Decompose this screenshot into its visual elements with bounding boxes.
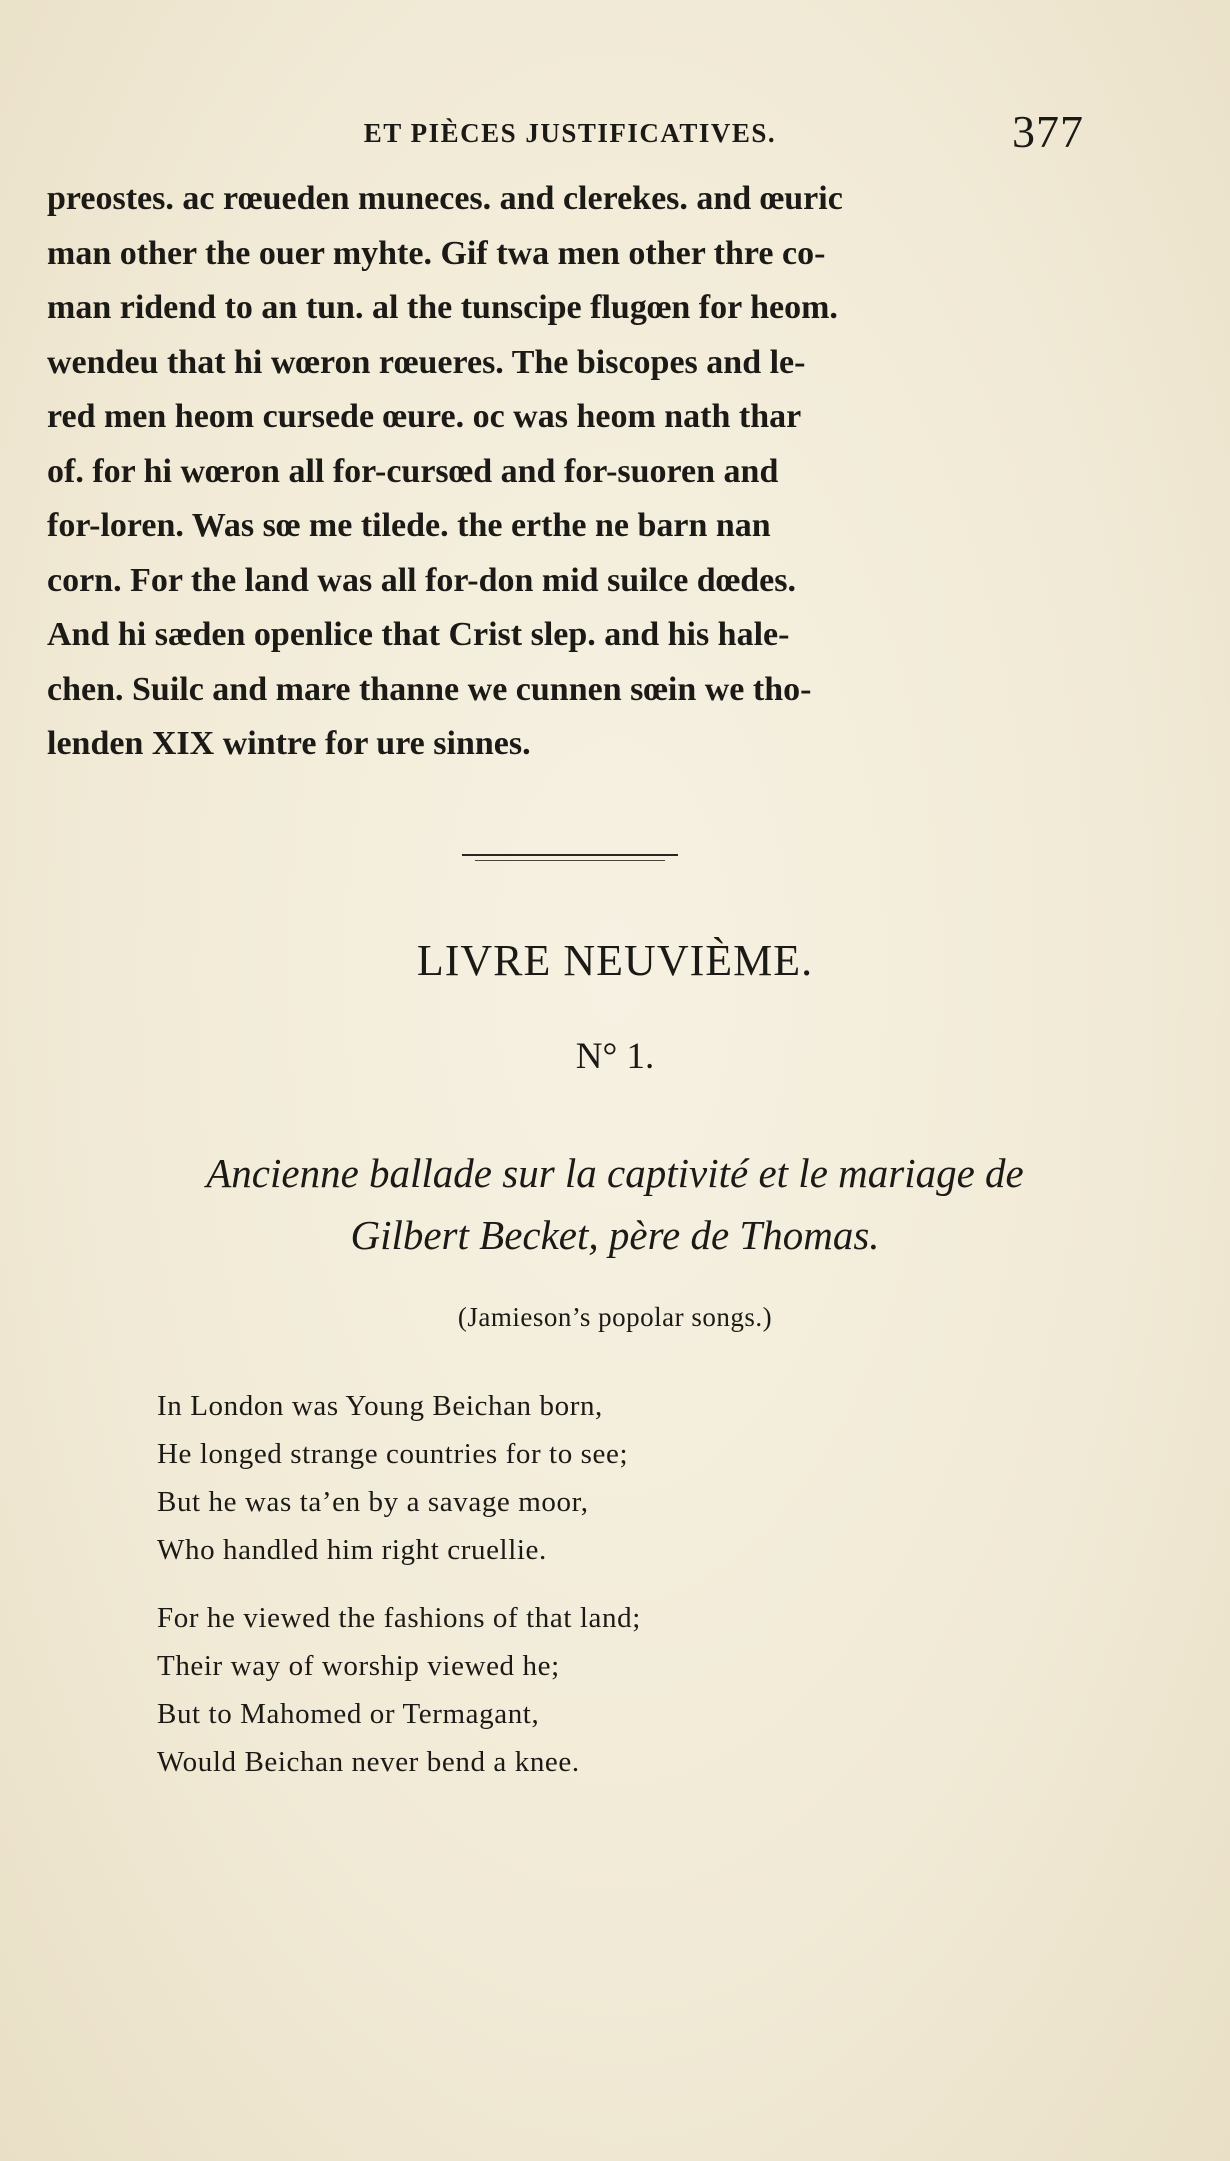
prose-line: corn. For the land was all for-don mid suilce dœdes. <box>47 561 796 599</box>
verse-line: Their way of worship viewed he; <box>157 1650 560 1682</box>
prose-line: And hi sæden openlice that Crist slep. and his hale- <box>47 616 790 653</box>
document-title-line: Ancienne ballade sur la captivité et le mariage de <box>206 1150 1024 1196</box>
document-title <box>0 1142 1230 1266</box>
section-divider <box>462 854 678 856</box>
verse-line: In London was Young Beichan born, <box>157 1390 603 1422</box>
document-number: N° 1. <box>575 1036 655 1077</box>
prose-line: lenden XIX wintre for ure sinnes. <box>47 725 531 762</box>
running-header: ET PIÈCES JUSTIFICATIVES. <box>363 118 777 148</box>
verse-line: But he was ta’en by a savage moor, <box>157 1486 589 1518</box>
prose-line: of. for hi wœron all for-cursœd and for-suoren and <box>47 452 779 490</box>
document-title-line: Gilbert Becket, père de Thomas. <box>350 1212 880 1258</box>
verse-line: But to Mahomed or Termagant, <box>157 1698 540 1730</box>
prose-line: wendeu that hi wœron rœueres. The biscopes and le- <box>47 343 806 381</box>
verse-line: He longed strange countries for to see; <box>157 1438 629 1470</box>
prose-line: red men heom cursede œure. oc was heom nath thar <box>47 398 802 435</box>
prose-paragraph <box>47 172 1065 772</box>
prose-line: for-loren. Was sœ me tilede. the erthe ne barn nan <box>47 507 771 544</box>
verse-line: Would Beichan never bend a knee. <box>157 1746 580 1778</box>
prose-line: man ridend to an tun. al the tunscipe flugœn for heom. <box>47 289 838 326</box>
section-divider-underline <box>475 860 665 861</box>
source-note: (Jamieson’s popolar songs.) <box>457 1302 773 1332</box>
ballad-stanza-1 <box>157 1382 957 1574</box>
page-number: 377 <box>1012 106 1084 157</box>
book-title: LIVRE NEUVIÈME. <box>416 936 814 985</box>
prose-line: chen. Suilc and mare thanne we cunnen sœin we tho- <box>47 670 812 708</box>
prose-line: man other the ouer myhte. Gif twa men other thre co- <box>47 234 826 272</box>
verse-line: Who handled him right cruellie. <box>157 1534 547 1566</box>
verse-line: For he viewed the fashions of that land; <box>157 1602 641 1634</box>
ballad-stanza-2 <box>157 1594 957 1786</box>
prose-line: preostes. ac rœueden muneces. and clerekes. and œuric <box>47 180 843 217</box>
